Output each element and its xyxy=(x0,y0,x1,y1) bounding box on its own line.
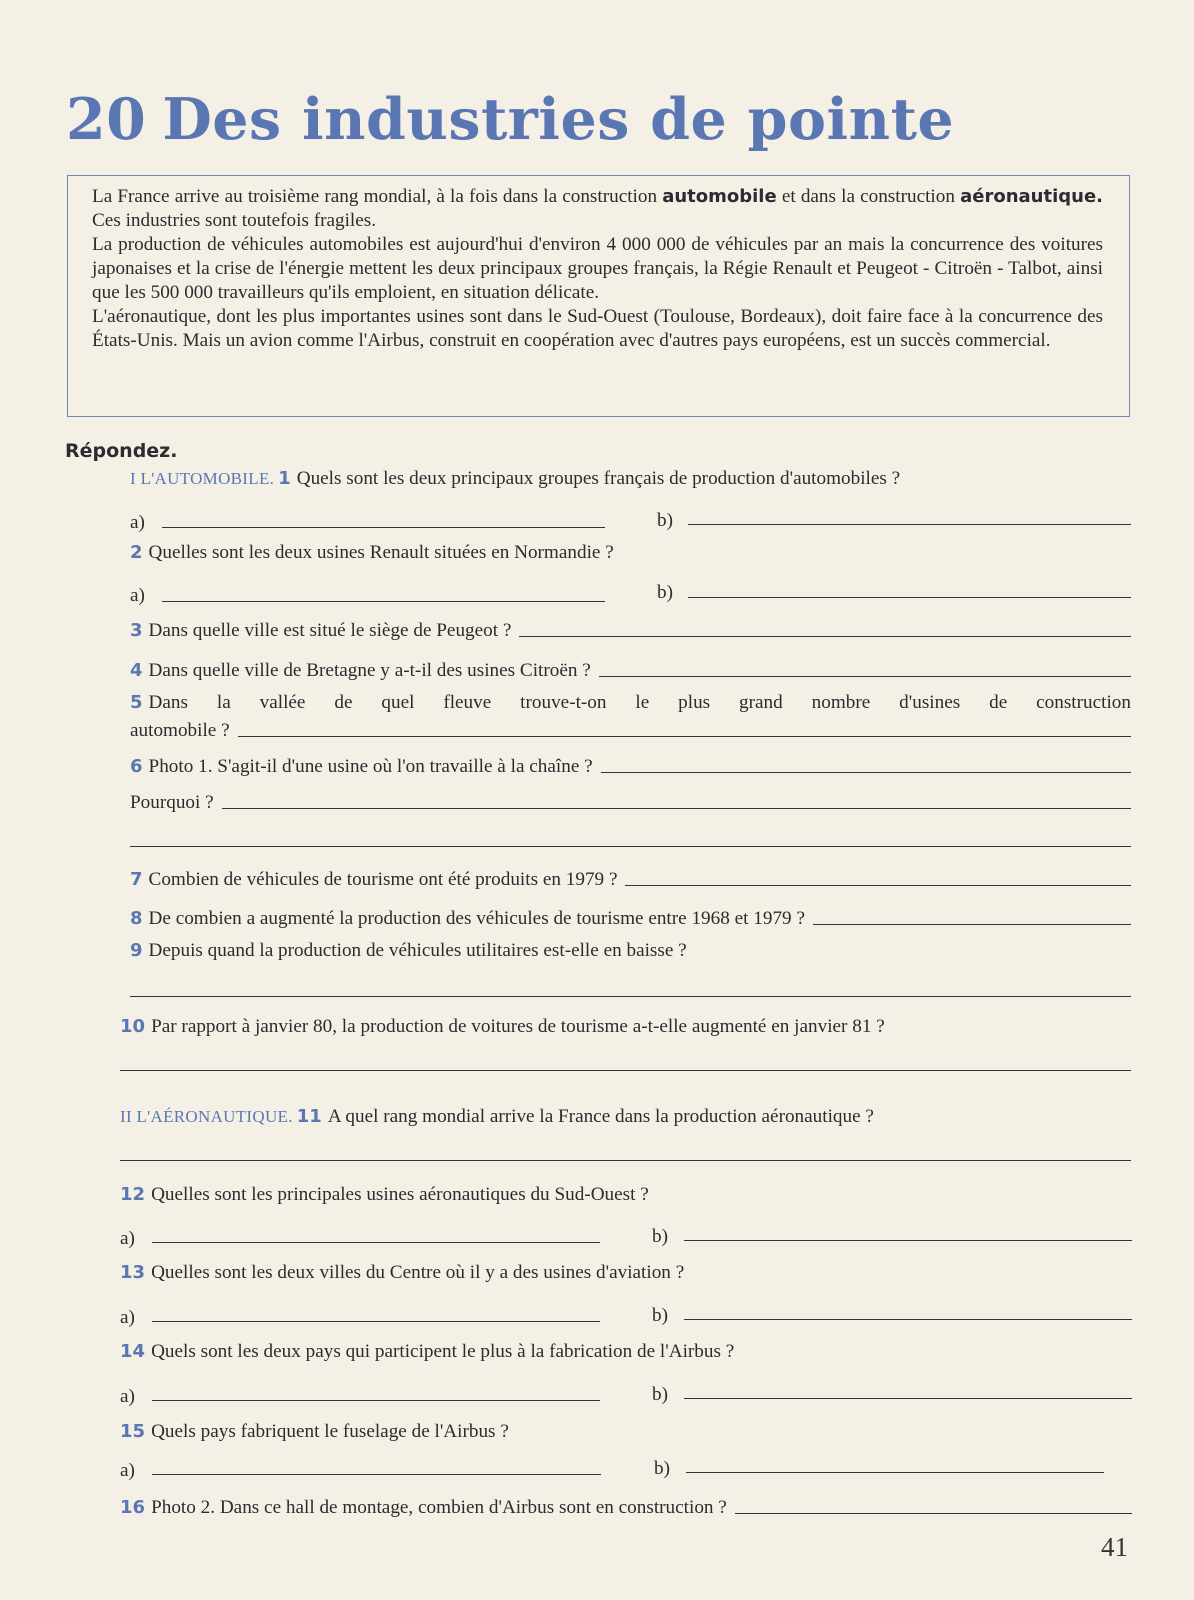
question-1: I L'AUTOMOBILE. 1 Quels sont les deux principaux groupes français de production d'automobiles ? xyxy=(130,468,901,489)
intro-paragraph-2: La production de véhicules automobiles est aujourd'hui d'environ 4 000 000 de véhicules par an mais la concurrence des voitures japonaises et la crise de l'énergie mettent les deux principaux groupes français, la Régie Renault et Peugeot - Citroën - Talbot, ainsi que les 500 000 travailleurs qu'ils emploient, en situation délicate. xyxy=(92,234,1103,303)
answer-line-14b[interactable] xyxy=(684,1398,1132,1399)
answer-line-10[interactable] xyxy=(120,1070,1131,1071)
label-b: b) xyxy=(652,1226,668,1247)
question-10: 10 Par rapport à janvier 80, la production de voitures de tourisme a-t-elle augmenté en janvier 81 ? xyxy=(120,1016,885,1037)
answer-line-4[interactable] xyxy=(599,676,1131,677)
label-a: a) xyxy=(120,1460,135,1481)
chapter-number: 20 xyxy=(66,86,147,153)
question-3: 3 Dans quelle ville est situé le siège de Peugeot ? xyxy=(130,620,1131,642)
answer-line-1b[interactable] xyxy=(688,524,1131,525)
answer-line-1a[interactable] xyxy=(162,527,605,528)
answer-line-12a[interactable] xyxy=(152,1242,600,1243)
answer-line-15b[interactable] xyxy=(686,1472,1104,1473)
intro-box xyxy=(67,175,1130,417)
question-14: 14 Quels sont les deux pays qui participent le plus à la fabrication de l'Airbus ? xyxy=(120,1341,735,1362)
label-b: b) xyxy=(657,582,673,603)
answer-line-6-extra[interactable] xyxy=(130,846,1131,847)
question-5: 5 Dans la vallée de quel fleuve trouve-t-on le plus grand nombre d'usines de construction xyxy=(130,692,1131,713)
page-title xyxy=(66,86,954,153)
answer-line-6-why[interactable] xyxy=(222,808,1131,809)
question-12: 12 Quelles sont les principales usines aéronautiques du Sud-Ouest ? xyxy=(120,1184,649,1205)
intro-paragraph-3: L'aéronautique, dont les plus importantes usines sont dans le Sud-Ouest (Toulouse, Bordeaux), doit faire face à la concurrence des États-Unis. Mais un avion comme l'Airbus, construit en coopération avec d'autres pays européens, est un succès commercial. xyxy=(92,306,1103,351)
answer-line-5[interactable] xyxy=(238,736,1131,737)
answer-line-15a[interactable] xyxy=(152,1474,601,1475)
label-a: a) xyxy=(120,1386,135,1407)
chapter-title: Des industries de pointe xyxy=(162,86,955,153)
answer-line-12b[interactable] xyxy=(684,1240,1132,1241)
answer-line-13a[interactable] xyxy=(152,1321,600,1322)
answer-line-8[interactable] xyxy=(813,924,1131,925)
question-2: 2 Quelles sont les deux usines Renault situées en Normandie ? xyxy=(130,542,614,563)
question-11: II L'AÉRONAUTIQUE. 11 A quel rang mondial arrive la France dans la production aéronautique ? xyxy=(120,1106,874,1127)
question-7: 7 Combien de véhicules de tourisme ont été produits en 1979 ? xyxy=(130,869,1131,891)
label-a: a) xyxy=(120,1307,135,1328)
question-16: 16 Photo 2. Dans ce hall de montage, combien d'Airbus sont en construction ? xyxy=(120,1497,1132,1519)
answer-line-2a[interactable] xyxy=(162,601,605,602)
question-6: 6 Photo 1. S'agit-il d'une usine où l'on travaille à la chaîne ? xyxy=(130,756,1131,778)
label-a: a) xyxy=(130,512,145,533)
repondez-heading: Répondez. xyxy=(65,440,178,462)
question-4: 4 Dans quelle ville de Bretagne y a-t-il des usines Citroën ? xyxy=(130,660,1131,682)
page-number: 41 xyxy=(1101,1532,1128,1562)
answer-line-14a[interactable] xyxy=(152,1400,600,1401)
answer-line-16[interactable] xyxy=(735,1513,1132,1514)
question-5-cont: automobile ? xyxy=(130,720,1131,742)
label-b: b) xyxy=(652,1305,668,1326)
answer-line-9[interactable] xyxy=(130,996,1131,997)
label-b: b) xyxy=(652,1384,668,1405)
label-b: b) xyxy=(657,510,673,531)
label-b: b) xyxy=(654,1458,670,1479)
answer-line-7[interactable] xyxy=(625,885,1131,886)
answer-line-11[interactable] xyxy=(120,1160,1131,1161)
question-13: 13 Quelles sont les deux villes du Centre où il y a des usines d'aviation ? xyxy=(120,1262,685,1283)
question-8: 8 De combien a augmenté la production des véhicules de tourisme entre 1968 et 1979 ? xyxy=(130,908,1131,930)
label-a: a) xyxy=(120,1228,135,1249)
question-9: 9 Depuis quand la production de véhicules utilitaires est-elle en baisse ? xyxy=(130,940,687,961)
answer-line-6[interactable] xyxy=(601,772,1131,773)
answer-line-13b[interactable] xyxy=(684,1319,1132,1320)
answer-line-2b[interactable] xyxy=(688,597,1131,598)
answer-line-3[interactable] xyxy=(519,636,1131,637)
question-15: 15 Quels pays fabriquent le fuselage de l'Airbus ? xyxy=(120,1421,509,1442)
intro-paragraph-1: La France arrive au troisième rang mondial, à la fois dans la construction automobile et dans la construction aéronautique. Ces industries sont toutefois fragiles. xyxy=(92,186,1103,231)
section-heading-aeronautique: II L'AÉRONAUTIQUE. xyxy=(120,1107,293,1126)
section-heading-automobile: I L'AUTOMOBILE. xyxy=(130,469,275,488)
label-a: a) xyxy=(130,585,145,606)
question-6-why: Pourquoi ? xyxy=(130,792,1131,814)
